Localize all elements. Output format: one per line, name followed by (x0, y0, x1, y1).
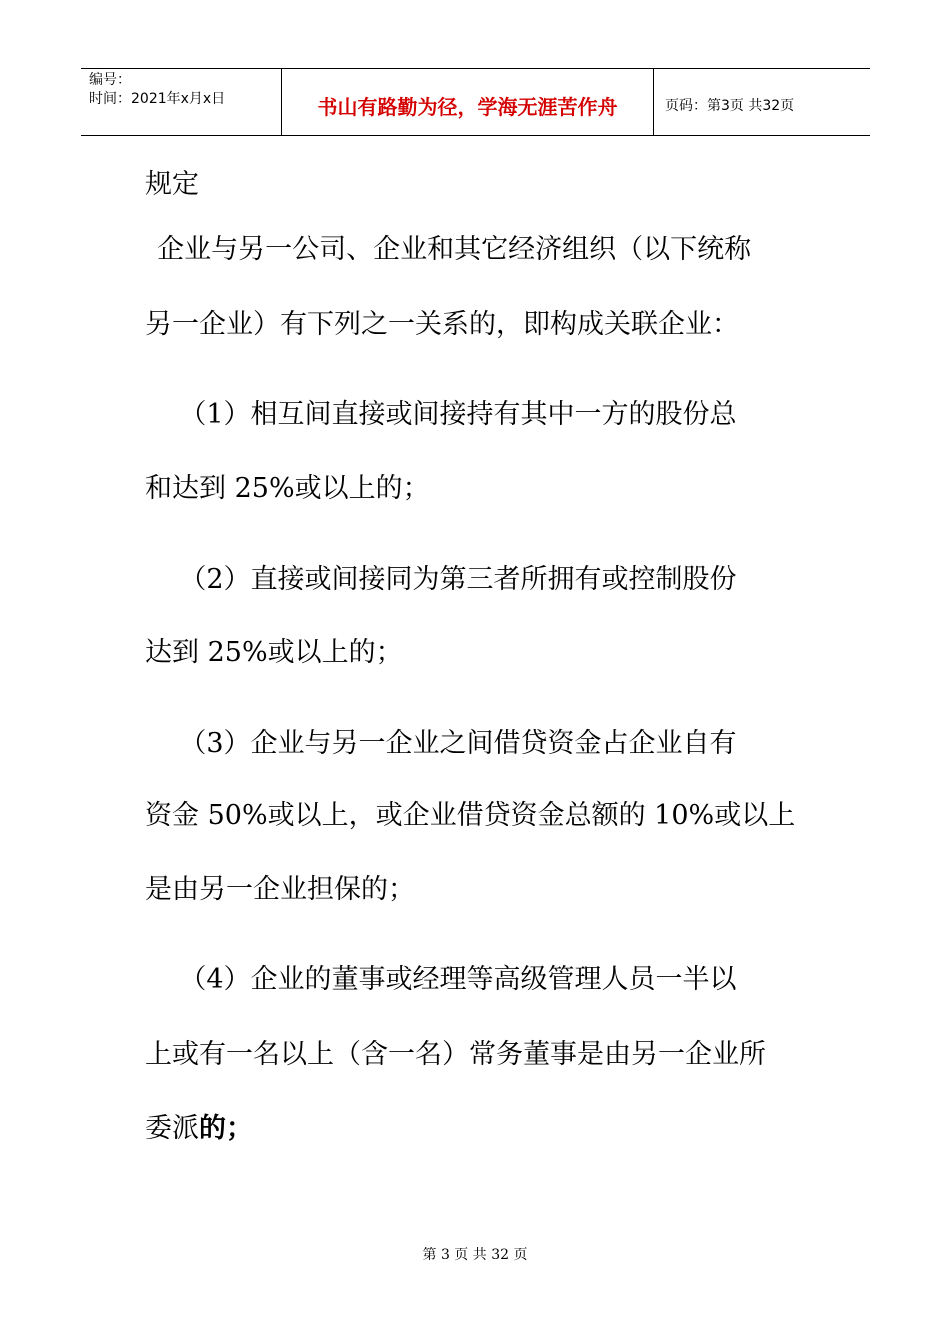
page-footer: 第 3 页 共 32 页 (422, 1247, 528, 1263)
body-line-bold-text: 的； (199, 1113, 253, 1144)
body-line: 资金 50%或以上，或企业借贷资金总额的 10%或以上 (145, 800, 796, 831)
body-line: 是由另一企业担保的； (145, 874, 415, 905)
body-line: （2）直接或间接同为第三者所拥有或控制股份 (145, 564, 737, 595)
document-time-label: 时间：2021年x月x日 (89, 91, 226, 107)
body-line: （1）相互间直接或间接持有其中一方的股份总 (145, 399, 737, 430)
body-line: 企业与另一公司、企业和其它经济组织（以下统称 (140, 234, 752, 265)
body-line: （3）企业与另一企业之间借贷资金占企业自有 (145, 728, 737, 759)
body-line-last (145, 1112, 253, 1146)
body-line: 达到 25%或以上的； (145, 637, 403, 668)
body-line: 和达到 25%或以上的； (145, 473, 430, 504)
document-number-label: 编号： (89, 72, 131, 88)
header-meta (89, 71, 225, 109)
body-line: （4）企业的董事或经理等高级管理人员一半以 (145, 964, 737, 995)
body-line: 上或有一名以上（含一名）常务董事是由另一企业所 (145, 1039, 766, 1070)
header-divider (653, 69, 654, 135)
header-motto: 书山有路勤为径，学海无涯苦作舟 (317, 95, 618, 119)
body-line-text: 委派 (145, 1113, 199, 1144)
body-line: 另一企业）有下列之一关系的，即构成关联企业： (145, 309, 739, 340)
page-header (81, 68, 870, 136)
header-page-info: 页码：第3页 共32页 (665, 98, 795, 114)
body-line: 规定 (145, 169, 199, 200)
